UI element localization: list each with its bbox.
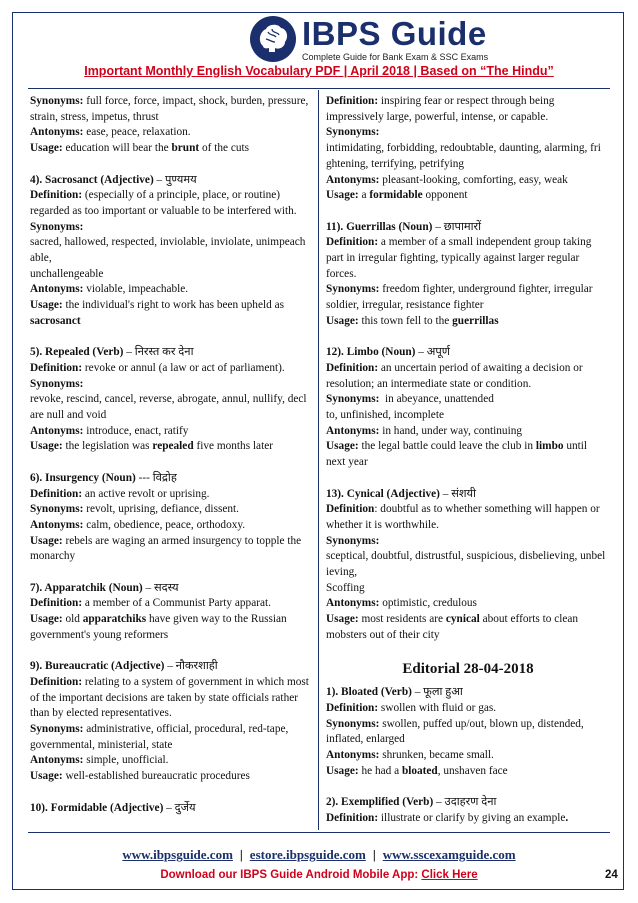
- usage-text: mobsters out of their city: [326, 628, 440, 641]
- link-estore[interactable]: estore.ibpsguide.com: [249, 847, 366, 862]
- usage-label: Usage:: [30, 142, 63, 155]
- usage-text: five months later: [196, 440, 273, 453]
- entry-formidable: [30, 801, 310, 817]
- usage-text: opponent: [425, 189, 468, 202]
- antonyms-text: ease, peace, relaxation.: [86, 126, 191, 139]
- definition-text: revoke or annul (a law or act of parliament).: [84, 361, 285, 374]
- usage-label: Usage:: [30, 770, 63, 783]
- entry-formidable-continued: [326, 94, 610, 204]
- definition-text: impressively large, powerful, intense, or capable.: [326, 110, 549, 123]
- synonyms-text: strain, stress, impetus, thrust: [30, 110, 159, 123]
- entry-bloated: [326, 685, 610, 779]
- editorial-heading: Editorial 28-04-2018: [402, 661, 534, 678]
- entry-title: 6). Insurgency (Noun): [30, 471, 136, 484]
- usage-text: of the cuts: [201, 142, 250, 155]
- usage-text: until: [566, 440, 588, 453]
- definition-label: Definition:: [326, 236, 379, 249]
- synonyms-text: soldier, irregular, resistance fighter: [326, 299, 484, 312]
- definition-label: Definition:: [326, 361, 379, 374]
- synonyms-label: Synonyms:: [30, 723, 84, 736]
- definition-text: a member of a small independent group taking: [380, 236, 592, 249]
- synonyms-text: freedom fighter, underground fighter, irregular: [382, 283, 593, 296]
- usage-keyword: sacrosanct: [30, 314, 81, 327]
- hindi-meaning: – नौकरशाही: [167, 660, 218, 673]
- usage-label: Usage:: [30, 440, 63, 453]
- hindi-meaning: – अपूर्ण: [418, 346, 450, 359]
- synonyms-text: unchallengeable: [30, 267, 104, 280]
- usage-keyword: brunt: [171, 142, 200, 155]
- antonyms-text: pleasant-looking, comforting, easy, weak: [382, 173, 568, 186]
- usage-label: Usage:: [30, 613, 63, 626]
- definition-label: Definition:: [326, 701, 379, 714]
- footer-links: [0, 847, 638, 863]
- definition-label: Definition:: [30, 597, 83, 610]
- usage-text: the legal battle could leave the club in: [361, 440, 534, 453]
- usage-text: , unshaven face: [437, 764, 508, 777]
- synonyms-text: sacred, hallowed, respected, inviolable, inviolate, unimpeach: [30, 236, 306, 249]
- footer-rule: [28, 832, 610, 833]
- definition-label: Definition:: [30, 189, 83, 202]
- hindi-meaning: – दुर्जेय: [166, 801, 196, 814]
- antonyms-label: Antonyms:: [326, 597, 380, 610]
- synonyms-text: inflated, enlarged: [326, 733, 405, 746]
- entry-title: 13). Cynical (Adjective): [326, 487, 440, 500]
- antonyms-label: Antonyms:: [30, 424, 84, 437]
- definition-label: Definition:: [30, 361, 83, 374]
- usage-text: old: [65, 613, 80, 626]
- entry-guerrillas: [326, 220, 610, 330]
- left-column: [30, 94, 310, 832]
- synonyms-text: revolt, uprising, defiance, dissent.: [86, 503, 239, 516]
- definition-text: forces.: [326, 267, 357, 280]
- antonyms-text: introduce, enact, ratify: [86, 424, 189, 437]
- definition-label: Definition:: [326, 811, 379, 824]
- document-heading: Important Monthly English Vocabulary PDF | April 2018 | Based on “The Hindu”: [84, 64, 554, 78]
- synonyms-text: Scoffing: [326, 581, 365, 594]
- antonyms-text: in hand, under way, continuing: [382, 424, 523, 437]
- synonyms-text: ieving,: [326, 566, 358, 579]
- usage-label: Usage:: [326, 613, 359, 626]
- synonyms-text: revoke, rescind, cancel, reverse, abrogate, annul, nullify, decl: [30, 393, 307, 406]
- page-number: 24: [605, 869, 618, 881]
- entry-bureaucratic: [30, 659, 310, 785]
- brand-tagline: Complete Guide for Bank Exam & SSC Exams: [302, 51, 489, 62]
- definition-text: than by elected representatives.: [30, 707, 172, 720]
- usage-text: have given way to the Russian: [148, 613, 287, 626]
- entry-insurgency: [30, 471, 310, 565]
- usage-keyword: formidable: [369, 189, 423, 202]
- synonyms-label: Synonyms:: [326, 717, 380, 730]
- synonyms-label: Synonyms:: [30, 220, 84, 233]
- hindi-meaning: – सदस्य: [145, 581, 179, 594]
- usage-keyword: apparatchiks: [82, 613, 147, 626]
- entry-title: 12). Limbo (Noun): [326, 346, 416, 359]
- synonyms-text: governmental, ministerial, state: [30, 738, 173, 751]
- definition-text: a member of a Communist Party apparat.: [84, 597, 271, 610]
- antonyms-text: simple, unofficial.: [86, 754, 169, 767]
- hindi-meaning: – फूला हुआ: [414, 686, 463, 699]
- entry-title: 10). Formidable (Adjective): [30, 801, 164, 814]
- usage-text: he had a: [361, 764, 400, 777]
- right-column: [326, 94, 610, 842]
- antonyms-label: Antonyms:: [30, 283, 84, 296]
- usage-keyword: cynical: [445, 613, 480, 626]
- usage-text: government's young reformers: [30, 628, 169, 641]
- entry-sacrosanct: [30, 173, 310, 330]
- entry-brunt: [30, 94, 310, 157]
- header-rule: [28, 88, 610, 89]
- logo-text: [302, 14, 489, 62]
- hindi-meaning: – छापामारों: [435, 220, 482, 233]
- definition-text: whether it is worthwhile.: [326, 518, 439, 531]
- download-text: Download our IBPS Guide Android Mobile App:: [160, 869, 419, 881]
- synonyms-label: Synonyms:: [30, 377, 84, 390]
- link-ibpsguide[interactable]: www.ibpsguide.com: [122, 847, 233, 862]
- hindi-meaning: – पुण्यमय: [156, 173, 197, 186]
- synonyms-label: Synonyms:: [30, 503, 84, 516]
- definition-text: (especially of a principle, place, or routine): [84, 189, 281, 202]
- usage-label: Usage:: [30, 534, 63, 547]
- synonyms-text: swollen, puffed up/out, blown up, distended,: [382, 717, 584, 730]
- entry-title: 11). Guerrillas (Noun): [326, 220, 433, 233]
- entry-cynical: [326, 487, 610, 644]
- synonyms-text: sceptical, doubtful, distrustful, suspicious, disbelieving, unbel: [326, 550, 606, 563]
- usage-label: Usage:: [30, 299, 63, 312]
- usage-text: the legislation was: [65, 440, 150, 453]
- entry-title: 1). Bloated (Verb): [326, 686, 412, 699]
- usage-text: well-established bureaucratic procedures: [65, 770, 250, 783]
- entry-apparatchik: [30, 581, 310, 644]
- definition-text: swollen with fluid or gas.: [380, 701, 497, 714]
- definition-text: part in irregular fighting, typically against larger regular: [326, 252, 580, 265]
- definition-period: .: [565, 811, 569, 824]
- antonyms-label: Antonyms:: [326, 424, 380, 437]
- usage-text: most residents are: [361, 613, 444, 626]
- antonyms-label: Antonyms:: [30, 126, 84, 139]
- antonyms-label: Antonyms:: [326, 749, 380, 762]
- link-separator: |: [372, 847, 376, 862]
- logo[interactable]: [248, 14, 488, 64]
- entry-limbo: [326, 345, 610, 471]
- usage-text: a: [361, 189, 367, 202]
- synonyms-text: ghtening, terrifying, petrifying: [326, 157, 465, 170]
- antonyms-label: Antonyms:: [30, 518, 84, 531]
- definition-text: illustrate or clarify by giving an example: [380, 811, 566, 824]
- brand-name: IBPS Guide: [302, 14, 487, 52]
- usage-text: this town fell to the: [361, 314, 450, 327]
- definition-label: Definition:: [30, 487, 83, 500]
- antonyms-label: Antonyms:: [30, 754, 84, 767]
- usage-text: rebels are waging an armed insurgency to topple the: [65, 534, 302, 547]
- antonyms-text: optimistic, credulous: [382, 597, 477, 610]
- synonyms-label: Synonyms:: [326, 393, 380, 406]
- antonyms-text: calm, obedience, peace, orthodoxy.: [86, 518, 246, 531]
- definition-text: regarded as too important or valuable to be interfered with.: [30, 204, 297, 217]
- entry-title: 9). Bureaucratic (Adjective): [30, 660, 165, 673]
- synonyms-text: administrative, official, procedural, red-tape,: [86, 723, 289, 736]
- definition-label: Definition:: [326, 95, 379, 107]
- entry-exemplified: [326, 795, 610, 826]
- usage-label: Usage:: [326, 189, 359, 202]
- download-app-line: [0, 869, 638, 881]
- usage-label: Usage:: [326, 314, 359, 327]
- usage-text: monarchy: [30, 550, 76, 563]
- definition-text: resolution; an intermediate state or condition.: [326, 377, 532, 390]
- hindi-meaning: – संशयी: [442, 487, 476, 500]
- antonyms-text: violable, impeachable.: [86, 283, 189, 296]
- entry-title: 4). Sacrosanct (Adjective): [30, 173, 154, 186]
- usage-label: Usage:: [326, 440, 359, 453]
- link-sscexamguide[interactable]: www.sscexamguide.com: [382, 847, 516, 862]
- synonyms-label: Synonyms:: [30, 95, 84, 107]
- synonyms-label: Synonyms:: [326, 534, 380, 547]
- synonyms-text: in abeyance, unattended: [385, 393, 494, 406]
- entry-title: 2). Exemplified (Verb): [326, 796, 434, 809]
- usage-keyword: bloated: [401, 764, 438, 777]
- synonyms-text: full force, force, impact, shock, burden, pressure,: [86, 95, 309, 107]
- definition-label: Definition: [326, 503, 375, 516]
- hindi-meaning: – उदाहरण देना: [436, 796, 497, 809]
- synonyms-text: to, unfinished, incomplete: [326, 409, 444, 422]
- definition-text: relating to a system of government in which most: [84, 675, 309, 688]
- antonyms-label: Antonyms:: [326, 173, 380, 186]
- definition-text: an uncertain period of awaiting a decision or: [380, 361, 583, 374]
- hindi-meaning: --- विद्रोह: [138, 471, 177, 484]
- synonyms-text: able,: [30, 252, 52, 265]
- synonyms-label: Synonyms:: [326, 126, 380, 139]
- definition-label: Definition:: [30, 675, 83, 688]
- definition-text: of the important decisions are taken by state officials rather: [30, 691, 298, 704]
- usage-text: education will bear the: [65, 142, 169, 155]
- definition-text: inspiring fear or respect through being: [380, 95, 555, 107]
- usage-keyword: repealed: [152, 440, 194, 453]
- definition-text: : doubtful as to whether something will happen or: [374, 503, 600, 516]
- usage-label: Usage:: [326, 764, 359, 777]
- entry-repealed: [30, 345, 310, 455]
- usage-text: next year: [326, 456, 368, 469]
- usage-text: the individual's right to work has been upheld as: [65, 299, 284, 312]
- synonyms-label: Synonyms:: [326, 283, 380, 296]
- column-divider: [318, 90, 319, 830]
- usage-text: about efforts to clean: [482, 613, 579, 626]
- hindi-meaning: – निरस्त कर देना: [126, 346, 194, 359]
- synonyms-text: intimidating, forbidding, redoubtable, daunting, alarming, fri: [326, 142, 601, 155]
- brain-icon: [248, 14, 298, 64]
- antonyms-text: shrunken, became small.: [382, 749, 494, 762]
- link-separator: |: [239, 847, 243, 862]
- entry-title: 5). Repealed (Verb): [30, 346, 124, 359]
- usage-keyword: limbo: [535, 440, 564, 453]
- entry-title: 7). Apparatchik (Noun): [30, 581, 143, 594]
- definition-text: an active revolt or uprising.: [84, 487, 210, 500]
- download-click-here-link[interactable]: Click Here: [421, 869, 478, 881]
- synonyms-text: are null and void: [30, 409, 107, 422]
- usage-keyword: guerrillas: [452, 314, 499, 327]
